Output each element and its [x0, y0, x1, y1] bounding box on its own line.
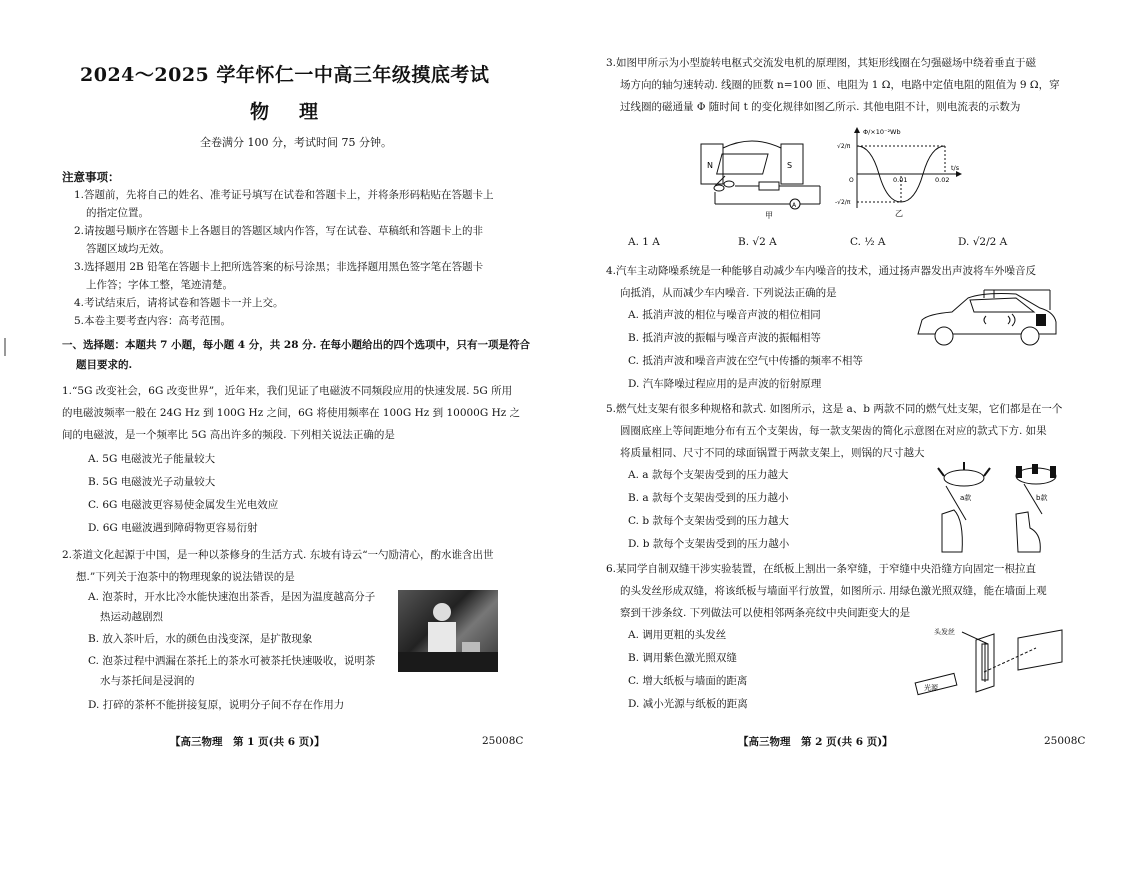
exam-title: 2024～2025 学年怀仁一中高三年级摸底考试 [80, 64, 490, 86]
section-1-heading: 一、选择题：本题共 7 小题，每小题 4 分，共 28 分. 在每小题给出的四个选项中，只有一项是符合 题目要求的. [62, 339, 530, 371]
option: A. 5G 电磁波光子能量较大 [88, 453, 216, 465]
question-5-options [628, 468, 789, 560]
question-4: 4.汽车主动降噪系统是一种能够自动减少车内噪音的技术，通过扬声器发出声波将车外噪音反 向抵消，从而减少车内噪音. 下列说法正确的是 [606, 265, 1037, 299]
option: C. 6G 电磁波更容易使金属发生光电效应 [88, 499, 279, 511]
option: A. a 款每个支架齿受到的压力越大 [628, 469, 789, 481]
notice-title: 注意事项： [62, 170, 120, 184]
question-1: 1.“5G 改变社会，6G 改变世界”，近年来，我们见证了电磁波不同频段应用的快速发展. 5G 所用 的电磁波频率一般在 24G Hz 到 100G Hz 之间，6G 将使用频率在 100G Hz 到 10000G Hz 之 间的电磁波，是一个频率比 5G 高出许多的频段. 下列相关说法正确的是 [62, 385, 521, 441]
option: 热运动越剧烈 [100, 611, 163, 623]
option: B. 5G 电磁波光子动量较大 [88, 476, 216, 488]
graph-tick-1: 0.01 [893, 176, 908, 184]
option: D. 打碎的茶杯不能拼接复原，说明分子间不存在作用力 [88, 699, 345, 711]
option: A. 泡茶时，开水比冷水能快速泡出茶香，是因为温度越高分子 [88, 591, 376, 603]
option: D. 6G 电磁波遇到障碍物更容易衍射 [88, 522, 258, 534]
q3-option-a: A. 1 A [628, 236, 660, 248]
notice-line: 1.答题前，先将自己的姓名、准考证号填写在试卷和答题卡上，并将条形码粘贴在答题卡上 [74, 189, 494, 201]
double-slit-diagram [912, 624, 1072, 700]
option: B. 放入茶叶后，水的颜色由浅变深，是扩散现象 [88, 633, 313, 645]
question-5: 5.燃气灶支架有很多种规格和款式. 如图所示，这是 a、b 两款不同的燃气灶支架，它们都是在一个 圆圈底座上等间距地分布有五个支架齿，每一款支架齿的简化示意图在对应的款式下方. 如果 将质量相同、尺寸不同的球面锅置于两款支架上，则锅的尺寸越大 [606, 403, 1063, 459]
option: A. 调用更粗的头发丝 [628, 629, 727, 641]
option: B. 调用紫色激光照双缝 [628, 652, 737, 664]
flux-graph [835, 124, 965, 220]
question-2-options [88, 590, 375, 720]
light-source-label: 光源 [924, 684, 938, 692]
exam-info: 全卷满分 100 分，考试时间 75 分钟。 [200, 136, 392, 149]
left-page [0, 0, 560, 873]
hair-label: 头发丝 [934, 628, 955, 636]
option: B. a 款每个支架齿受到的压力越小 [628, 492, 789, 504]
question-2: 2.茶道文化起源于中国，是一种以茶修身的生活方式. 东坡有诗云“一勺励清心，酌水谁含出世 想.”下列关于泡茶中的物理现象的说法错误的是 [62, 549, 494, 583]
notice-line: 答题区域均无效。 [86, 243, 170, 255]
graph-xlabel: t/s [951, 164, 960, 172]
magnet-n-label: N [707, 161, 713, 170]
notice-list [74, 188, 494, 332]
option: A. 抵消声波的相位与噪音声波的相位相同 [628, 309, 821, 321]
option: D. 减小光源与纸板的距离 [628, 698, 748, 710]
graph-ybot-label: -√2/π [835, 199, 851, 206]
figure-yi-label: 乙 [895, 209, 903, 218]
support-b-label: b款 [1036, 494, 1048, 502]
notice-line: 上作答；字体工整，笔迹清楚。 [86, 279, 233, 291]
graph-tick-2: 0.02 [935, 176, 950, 184]
option: D. b 款每个支架齿受到的压力越小 [628, 538, 790, 550]
right-page [560, 0, 1121, 873]
subject-title: 物理 [250, 101, 349, 123]
support-a-label: a款 [960, 494, 972, 502]
generator-diagram [695, 128, 835, 220]
notice-line: 4.考试结束后，请将试卷和答题卡一并上交。 [74, 297, 284, 309]
magnet-s-label: S [787, 161, 793, 170]
notice-line: 5.本卷主要考查内容：高考范围。 [74, 315, 232, 327]
tea-ceremony-photo [398, 590, 498, 672]
notice-line: 的指定位置。 [86, 207, 149, 219]
graph-origin-label: O [849, 177, 854, 184]
q3-option-b: B. √2 A [738, 236, 777, 248]
ammeter-label: A [792, 202, 797, 209]
question-4-options [628, 308, 863, 400]
car-noise-diagram [912, 286, 1062, 350]
q3-option-d: D. √2/2 A [958, 236, 1008, 248]
footer-label: 【高三物理 第 2 页(共 6 页)】 [738, 736, 893, 748]
option: B. 抵消声波的振幅与噪音声波的振幅相等 [628, 332, 821, 344]
question-1-options [88, 452, 278, 544]
option: 水与茶托间是浸润的 [100, 675, 195, 687]
question-6-options [628, 628, 748, 720]
option: C. 泡茶过程中洒漏在茶托上的茶水可被茶托快速吸收，说明茶 [88, 655, 376, 667]
footer-code: 25008C [1044, 735, 1086, 747]
option: C. b 款每个支架齿受到的压力越大 [628, 515, 789, 527]
q3-option-c: C. ½ A [850, 236, 886, 248]
tea-photo-figure [398, 590, 498, 672]
graph-ylabel: Φ/×10⁻²Wb [863, 128, 901, 136]
question-6: 6.某同学自制双缝干涉实验装置，在纸板上割出一条窄缝，于窄缝中央沿缝方向固定一根拉直 的头发丝形成双缝，将该纸板与墙面平行放置，如图所示. 用绿色激光照双缝，能在墙面上观 察到干涉条纹. 下列做法可以使相邻两条亮纹中央间距变大的是 [606, 563, 1047, 619]
question-3: 3.如图甲所示为小型旋转电枢式交流发电机的原理图，其矩形线圈在匀强磁场中绕着垂直于磁 场方向的轴匀速转动. 线圈的匝数 n=100 匝、电阻为 1 Ω，电路中定值电阻的阻值为 9 Ω，穿 过线圈的磁通量 Φ 随时间 t 的变化规律如图乙所示. 其他电阻不计，则电流表的示数为 [606, 57, 1060, 113]
notice-line: 3.选择题用 2B 铅笔在答题卡上把所选答案的标号涂黑；非选择题用黑色签字笔在答题卡 [74, 261, 484, 273]
graph-ytop-label: √2/π [837, 143, 851, 150]
notice-line: 2.请按题号顺序在答题卡上各题目的答题区域内作答，写在试卷、草稿纸和答题卡上的非 [74, 225, 484, 237]
stove-support-diagram [932, 458, 1072, 558]
option: C. 增大纸板与墙面的距离 [628, 675, 748, 687]
footer-label: 【高三物理 第 1 页(共 6 页)】 [170, 736, 325, 748]
option: C. 抵消声波和噪音声波在空气中传播的频率不相等 [628, 355, 863, 367]
scan-mark [4, 338, 6, 356]
figure-jia-label: 甲 [765, 211, 773, 220]
option: D. 汽车降噪过程应用的是声波的衍射原理 [628, 378, 822, 390]
footer-code: 25008C [482, 735, 524, 747]
